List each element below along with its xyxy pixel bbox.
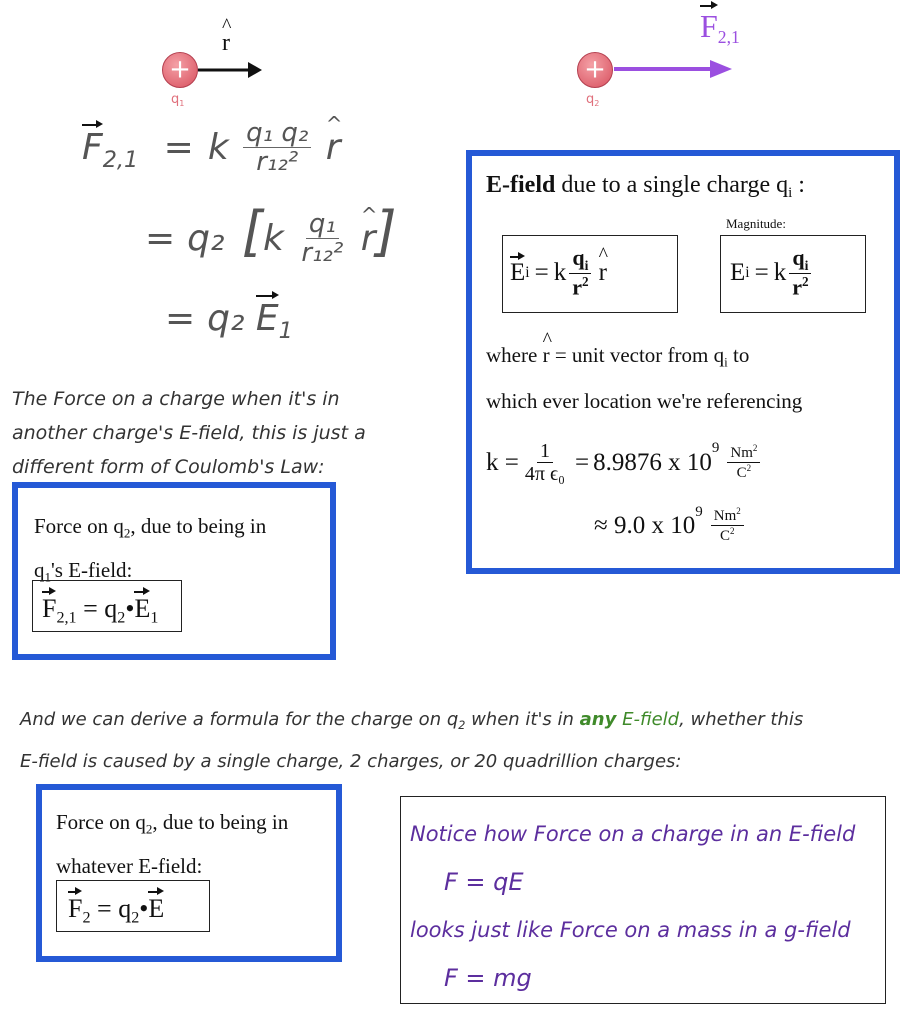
- note-coulomb-line: The Force on a charge when it's in: [12, 388, 340, 410]
- rhat-label: ^ r: [222, 30, 230, 57]
- note-any-field: And we can derive a formula for the charge on $q_2$ when it's in any E-field, whether this E-field is caused by a single charge, 2 charges, or 20 quadrillion charges:: [20, 709, 804, 772]
- charge-q1: +: [162, 52, 198, 88]
- notice-text: [410, 810, 855, 1002]
- notice-equation: F = mg: [444, 964, 532, 992]
- efield-title: E-field due to a single charge $q_i$ :: [486, 172, 805, 202]
- force21-description: Force on $q_2$, due to being in $q_1's$ E-field:: [34, 514, 267, 585]
- coulomb-constant-approx: ≈ 9.0 x 10 $^9$ $\frac{Nm^2}{C^2}$: [594, 496, 747, 556]
- efield-magnitude-equation-text: E i = k $\frac{q_i}{r^2}$: [730, 240, 815, 306]
- derivation-line-1: $F_{2,1} = k$ $\frac{\text{q₁ q₂}}{\text{r₁₂²}}$ ^ r: [82, 120, 341, 178]
- notice-equation: F = qE: [444, 868, 524, 896]
- magnitude-label: Magnitude:: [726, 216, 786, 231]
- charge-q2-label: $q_2$: [586, 92, 600, 108]
- derivation-line-3: = q₂ $E_1$: [165, 298, 293, 344]
- efield-vector-equation-text: E i = k $\frac{q_i}{r^2}$ ^ r: [510, 240, 607, 306]
- derivation-line-2: = q₂ [k $\frac{\text{q₁}}{\text{r₁₂²}}$ ^ r]: [145, 200, 397, 269]
- unit-vector-arrow: [196, 60, 266, 80]
- notice-line: looks just like Force on a mass in a g-field: [410, 918, 851, 942]
- notice-line: Notice how Force on a charge in an E-field: [410, 822, 856, 846]
- force-label: $F_{2,1}$: [700, 8, 740, 48]
- charge-q2: +: [577, 52, 613, 88]
- force21-equation-text: $F_{2,1}$ = $q_2•E_1$: [42, 594, 159, 627]
- force2-description: Force on $q_2$, due to being in whatever E-field:: [56, 810, 289, 878]
- coulomb-constant: k = $\frac{1}{\text{4π ϵ₀}}$ = 8.9876 x 10 $^9$ $\frac{Nm^2}{C^2}$: [486, 430, 763, 496]
- note-coulomb-line: another charge's E-field, this is just a: [12, 422, 366, 444]
- force-arrow: [612, 58, 736, 80]
- rhat-definition: where ^ r = unit vector from $q_i$ to which ever location we're referencing: [486, 336, 802, 420]
- force2-equation-text: $F_2$ = $q_2•E$: [68, 894, 165, 927]
- note-coulomb: [12, 382, 366, 484]
- charge-q1-label: $q_1$: [171, 92, 185, 108]
- note-coulomb-line: different form of Coulomb's Law:: [12, 456, 325, 478]
